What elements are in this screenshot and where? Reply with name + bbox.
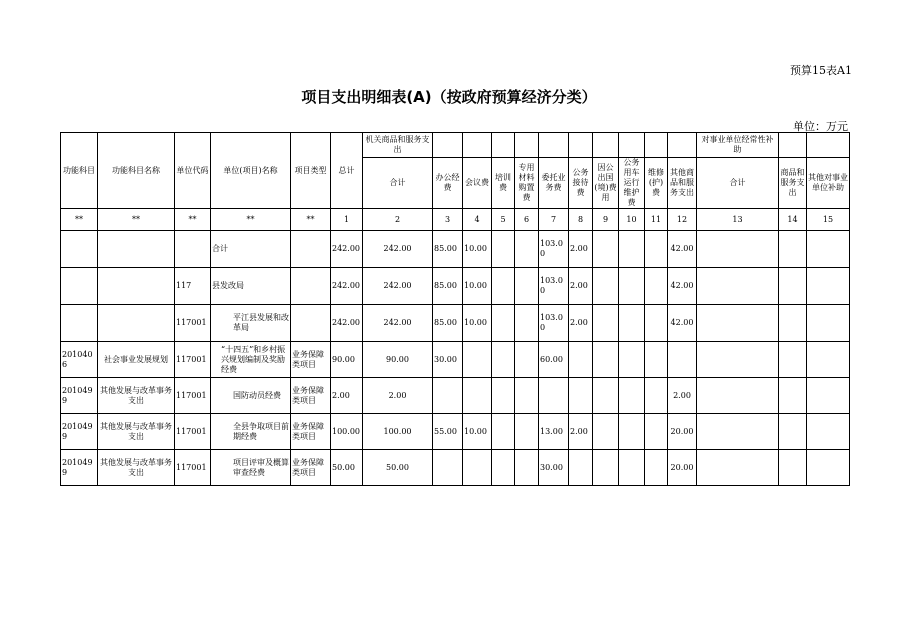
- group-subsidy-filler: [779, 133, 807, 158]
- group-goods-filler: [619, 133, 645, 158]
- col-number: 15: [807, 209, 850, 231]
- cell-func-name: [98, 305, 175, 342]
- col-commission: 委托业务费: [539, 158, 569, 209]
- cell-abroad: [593, 305, 619, 342]
- col-training: 培训费: [492, 158, 515, 209]
- cell-subtotal: 242.00: [363, 231, 433, 268]
- cell-reception: [569, 450, 593, 486]
- cell-total: 2.00: [331, 378, 363, 414]
- cell-subtotal: 100.00: [363, 414, 433, 450]
- cell-vehicle: [619, 268, 645, 305]
- cell-meeting: [463, 450, 492, 486]
- col-number: **: [175, 209, 211, 231]
- cell-office: [433, 378, 463, 414]
- col-number: 3: [433, 209, 463, 231]
- cell-vehicle: [619, 414, 645, 450]
- cell-unit-code: [175, 231, 211, 268]
- col-number: 13: [697, 209, 779, 231]
- cell-abroad: [593, 414, 619, 450]
- cell-subtotal: 50.00: [363, 450, 433, 486]
- cell-subtotal: 242.00: [363, 268, 433, 305]
- group-subsidy: 对事业单位经常性补助: [697, 133, 779, 158]
- cell-subsidy-total: [697, 342, 779, 378]
- cell-materials: [515, 414, 539, 450]
- group-goods-services: 机关商品和服务支出: [363, 133, 433, 158]
- cell-vehicle: [619, 231, 645, 268]
- cell-total: 90.00: [331, 342, 363, 378]
- cell-materials: [515, 342, 539, 378]
- cell-meeting: 10.00: [463, 268, 492, 305]
- cell-abroad: [593, 231, 619, 268]
- cell-unit-code: 117001: [175, 342, 211, 378]
- form-code: 预算15表A1: [790, 64, 852, 77]
- page-title: 项目支出明细表(A)（按政府预算经济分类）: [301, 88, 597, 106]
- cell-func-code: 2010406: [61, 342, 98, 378]
- cell-unit-code: 117001: [175, 305, 211, 342]
- group-subsidy-filler: [807, 133, 850, 158]
- table-row: [61, 268, 850, 305]
- table-row: [61, 450, 850, 486]
- cell-proj-type: 业务保障类项目: [291, 414, 331, 450]
- col-number: **: [98, 209, 175, 231]
- cell-reception: 2.00: [569, 231, 593, 268]
- cell-subsidy-other: [807, 378, 850, 414]
- cell-vehicle: [619, 450, 645, 486]
- cell-unit-name: 平江县发展和改革局: [211, 305, 291, 342]
- cell-training: [492, 414, 515, 450]
- col-subsidy-total: 合计: [697, 158, 779, 209]
- cell-subsidy-total: [697, 378, 779, 414]
- table-row: [61, 414, 850, 450]
- cell-total: 50.00: [331, 450, 363, 486]
- cell-unit-code: 117001: [175, 450, 211, 486]
- cell-meeting: [463, 378, 492, 414]
- cell-repair: [645, 378, 668, 414]
- unit-label: 单位：万元: [793, 120, 848, 133]
- cell-func-code: 2010499: [61, 378, 98, 414]
- cell-commission: 13.00: [539, 414, 569, 450]
- cell-commission: 103.00: [539, 268, 569, 305]
- cell-subsidy-other: [807, 231, 850, 268]
- col-subsidy-goods: 商品和服务支出: [779, 158, 807, 209]
- cell-func-name: 其他发展与改革事务支出: [98, 378, 175, 414]
- cell-repair: [645, 231, 668, 268]
- cell-subsidy-other: [807, 450, 850, 486]
- cell-func-code: [61, 268, 98, 305]
- cell-reception: 2.00: [569, 305, 593, 342]
- cell-training: [492, 378, 515, 414]
- cell-func-name: [98, 268, 175, 305]
- cell-subsidy-other: [807, 342, 850, 378]
- cell-other-goods: 2.00: [668, 378, 697, 414]
- col-number: 9: [593, 209, 619, 231]
- cell-subsidy-goods: [779, 378, 807, 414]
- cell-func-name: 社会事业发展规划: [98, 342, 175, 378]
- cell-subtotal: 242.00: [363, 305, 433, 342]
- col-subtotal: 合计: [363, 158, 433, 209]
- col-unit-code: 单位代码: [175, 133, 211, 209]
- cell-unit-code: 117: [175, 268, 211, 305]
- table-body: [61, 231, 850, 486]
- cell-reception: 2.00: [569, 414, 593, 450]
- cell-subsidy-goods: [779, 305, 807, 342]
- cell-repair: [645, 305, 668, 342]
- group-goods-filler: [515, 133, 539, 158]
- cell-office: [433, 450, 463, 486]
- cell-office: 85.00: [433, 305, 463, 342]
- col-abroad: 因公出国(境)费用: [593, 158, 619, 209]
- cell-training: [492, 342, 515, 378]
- cell-unit-code: 117001: [175, 414, 211, 450]
- cell-abroad: [593, 378, 619, 414]
- cell-proj-type: [291, 305, 331, 342]
- cell-office: 30.00: [433, 342, 463, 378]
- cell-other-goods: 20.00: [668, 450, 697, 486]
- cell-proj-type: 业务保障类项目: [291, 378, 331, 414]
- cell-training: [492, 231, 515, 268]
- cell-training: [492, 305, 515, 342]
- table-row: [61, 378, 850, 414]
- cell-meeting: [463, 342, 492, 378]
- cell-subsidy-total: [697, 414, 779, 450]
- cell-total: 242.00: [331, 305, 363, 342]
- col-unit-name: 单位(项目)名称: [211, 133, 291, 209]
- group-goods-filler: [593, 133, 619, 158]
- cell-unit-name: 全县争取项目前期经费: [211, 414, 291, 450]
- cell-office: 85.00: [433, 268, 463, 305]
- cell-commission: 103.00: [539, 231, 569, 268]
- group-goods-filler: [492, 133, 515, 158]
- cell-unit-name: “十四五”和乡村振兴规划编制及奖励经费: [211, 342, 291, 378]
- cell-subtotal: 90.00: [363, 342, 433, 378]
- cell-proj-type: [291, 268, 331, 305]
- cell-func-name: [98, 231, 175, 268]
- col-func-code: 功能科目: [61, 133, 98, 209]
- cell-abroad: [593, 268, 619, 305]
- cell-reception: [569, 378, 593, 414]
- cell-commission: [539, 378, 569, 414]
- cell-subsidy-goods: [779, 268, 807, 305]
- col-number: 14: [779, 209, 807, 231]
- cell-office: 55.00: [433, 414, 463, 450]
- cell-subsidy-goods: [779, 342, 807, 378]
- group-goods-filler: [668, 133, 697, 158]
- cell-repair: [645, 342, 668, 378]
- cell-func-code: 2010499: [61, 414, 98, 450]
- cell-total: 242.00: [331, 231, 363, 268]
- cell-subsidy-goods: [779, 231, 807, 268]
- cell-subtotal: 2.00: [363, 378, 433, 414]
- col-repair: 维修(护)费: [645, 158, 668, 209]
- cell-other-goods: [668, 342, 697, 378]
- table-row: [61, 231, 850, 268]
- cell-subsidy-total: [697, 305, 779, 342]
- col-number: **: [61, 209, 98, 231]
- table-row: [61, 305, 850, 342]
- cell-proj-type: [291, 231, 331, 268]
- cell-abroad: [593, 342, 619, 378]
- cell-materials: [515, 305, 539, 342]
- cell-reception: 2.00: [569, 268, 593, 305]
- cell-unit-name: 国防动员经费: [211, 378, 291, 414]
- col-number: **: [291, 209, 331, 231]
- cell-proj-type: 业务保障类项目: [291, 342, 331, 378]
- col-vehicle: 公务用车运行维护费: [619, 158, 645, 209]
- cell-proj-type: 业务保障类项目: [291, 450, 331, 486]
- cell-materials: [515, 231, 539, 268]
- cell-subsidy-total: [697, 268, 779, 305]
- cell-abroad: [593, 450, 619, 486]
- group-goods-filler: [569, 133, 593, 158]
- group-goods-filler: [433, 133, 463, 158]
- cell-materials: [515, 378, 539, 414]
- col-meeting: 会议费: [463, 158, 492, 209]
- col-subsidy-other: 其他对事业单位补助: [807, 158, 850, 209]
- cell-unit-name: 县发改局: [211, 268, 291, 305]
- cell-commission: 103.00: [539, 305, 569, 342]
- col-number: 5: [492, 209, 515, 231]
- cell-vehicle: [619, 378, 645, 414]
- col-number: 10: [619, 209, 645, 231]
- col-other-goods: 其他商品和服务支出: [668, 158, 697, 209]
- col-number: 11: [645, 209, 668, 231]
- col-reception: 公务接待费: [569, 158, 593, 209]
- cell-total: 242.00: [331, 268, 363, 305]
- col-number: 1: [331, 209, 363, 231]
- cell-vehicle: [619, 342, 645, 378]
- cell-other-goods: 20.00: [668, 414, 697, 450]
- cell-func-name: 其他发展与改革事务支出: [98, 450, 175, 486]
- group-goods-filler: [463, 133, 492, 158]
- cell-unit-name: 合计: [211, 231, 291, 268]
- budget-table: [60, 132, 850, 486]
- cell-meeting: 10.00: [463, 305, 492, 342]
- col-number: 6: [515, 209, 539, 231]
- cell-unit-name: 项目评审及概算审查经费: [211, 450, 291, 486]
- cell-commission: 60.00: [539, 342, 569, 378]
- cell-materials: [515, 268, 539, 305]
- cell-subsidy-total: [697, 450, 779, 486]
- cell-subsidy-goods: [779, 450, 807, 486]
- col-office: 办公经费: [433, 158, 463, 209]
- cell-repair: [645, 268, 668, 305]
- col-number: 7: [539, 209, 569, 231]
- table-row: [61, 342, 850, 378]
- cell-meeting: 10.00: [463, 414, 492, 450]
- cell-func-code: 2010499: [61, 450, 98, 486]
- cell-training: [492, 450, 515, 486]
- cell-vehicle: [619, 305, 645, 342]
- cell-func-code: [61, 305, 98, 342]
- cell-office: 85.00: [433, 231, 463, 268]
- col-number: **: [211, 209, 291, 231]
- col-number: 4: [463, 209, 492, 231]
- cell-other-goods: 42.00: [668, 268, 697, 305]
- col-number: 12: [668, 209, 697, 231]
- cell-reception: [569, 342, 593, 378]
- cell-other-goods: 42.00: [668, 231, 697, 268]
- cell-subsidy-other: [807, 414, 850, 450]
- cell-training: [492, 268, 515, 305]
- cell-subsidy-goods: [779, 414, 807, 450]
- cell-func-name: 其他发展与改革事务支出: [98, 414, 175, 450]
- cell-repair: [645, 450, 668, 486]
- cell-subsidy-other: [807, 268, 850, 305]
- cell-unit-code: 117001: [175, 378, 211, 414]
- cell-subsidy-total: [697, 231, 779, 268]
- cell-repair: [645, 414, 668, 450]
- cell-other-goods: 42.00: [668, 305, 697, 342]
- group-goods-filler: [645, 133, 668, 158]
- cell-subsidy-other: [807, 305, 850, 342]
- cell-func-code: [61, 231, 98, 268]
- cell-commission: 30.00: [539, 450, 569, 486]
- cell-meeting: 10.00: [463, 231, 492, 268]
- col-proj-type: 项目类型: [291, 133, 331, 209]
- col-number: 8: [569, 209, 593, 231]
- cell-total: 100.00: [331, 414, 363, 450]
- col-materials: 专用材料购置费: [515, 158, 539, 209]
- col-total: 总计: [331, 133, 363, 209]
- col-number: 2: [363, 209, 433, 231]
- cell-materials: [515, 450, 539, 486]
- group-goods-filler: [539, 133, 569, 158]
- col-func-name: 功能科目名称: [98, 133, 175, 209]
